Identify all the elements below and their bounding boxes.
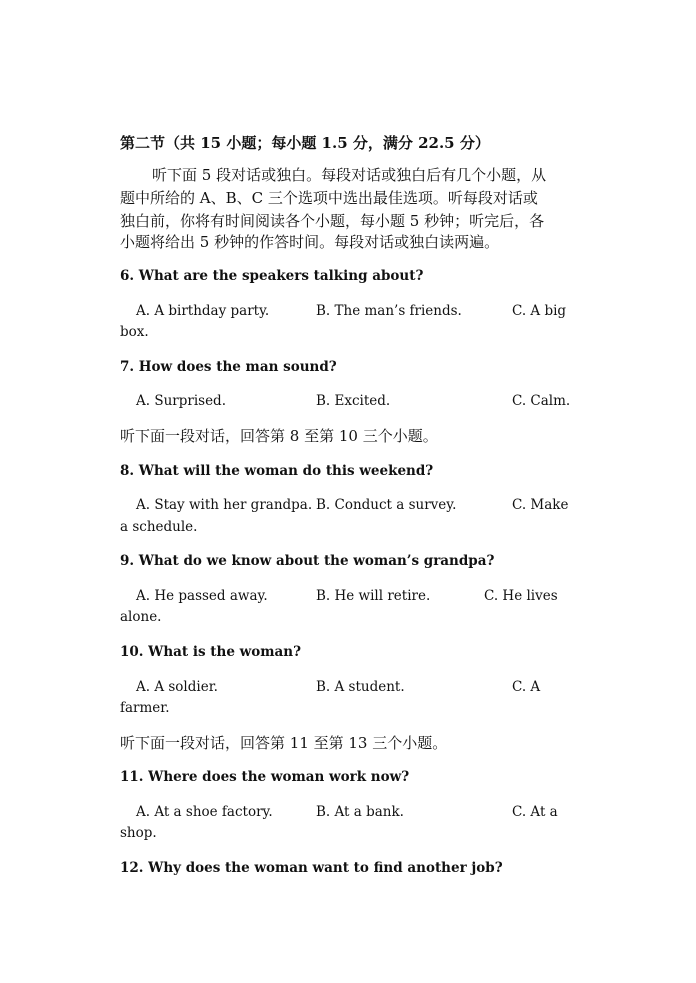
instruction-line: 小题将给出 5 秒钟的作答时间。每段对话或独白读两遍。 <box>120 233 500 251</box>
option-c-wrap: box. <box>120 324 149 340</box>
option-c-wrap: farmer. <box>120 700 170 716</box>
option-a: A. A birthday party. <box>136 303 270 319</box>
option-b: B. Conduct a survey. <box>316 497 457 513</box>
question-10: 10. What is the woman? <box>120 644 301 660</box>
option-b: B. The man’s friends. <box>316 303 462 319</box>
section-title: 第二节（共 15 小题；每小题 1.5 分，满分 22.5 分） <box>120 134 490 152</box>
option-a: A. Stay with her grandpa. <box>136 497 313 513</box>
option-b: B. Excited. <box>316 393 391 409</box>
option-a: A. A soldier. <box>136 679 218 695</box>
question-6: 6. What are the speakers talking about? <box>120 268 424 284</box>
option-c: C. Calm. <box>512 393 571 409</box>
option-a: A. He passed away. <box>136 588 268 604</box>
option-b: B. He will retire. <box>316 588 431 604</box>
option-b: B. A student. <box>316 679 405 695</box>
option-c: C. A big <box>512 303 567 319</box>
question-12: 12. Why does the woman want to find another job? <box>120 860 503 876</box>
option-b: B. At a bank. <box>316 804 404 820</box>
question-7: 7. How does the man sound? <box>120 359 337 375</box>
option-c: C. At a <box>512 804 558 820</box>
instruction-line: 独白前，你将有时间阅读各个小题，每小题 5 秒钟；听完后，各 <box>120 212 545 230</box>
question-9: 9. What do we know about the woman’s grandpa? <box>120 553 495 569</box>
option-c: C. A <box>512 679 541 695</box>
instruction-line: 听下面 5 段对话或独白。每段对话或独白后有几个小题，从 <box>152 166 547 184</box>
instruction-line: 题中所给的 A、B、C 三个选项中选出最佳选项。听每段对话或 <box>120 189 538 207</box>
option-c-wrap: shop. <box>120 825 157 841</box>
option-c: C. Make <box>512 497 569 513</box>
section-note: 听下面一段对话，回答第 11 至第 13 三个小题。 <box>120 734 448 752</box>
option-c: C. He lives <box>484 588 558 604</box>
option-a: A. Surprised. <box>136 393 226 409</box>
question-11: 11. Where does the woman work now? <box>120 769 410 785</box>
question-8: 8. What will the woman do this weekend? <box>120 463 434 479</box>
option-a: A. At a shoe factory. <box>136 804 273 820</box>
option-c-wrap: a schedule. <box>120 519 198 535</box>
section-note: 听下面一段对话，回答第 8 至第 10 三个小题。 <box>120 427 438 445</box>
option-c-wrap: alone. <box>120 609 162 625</box>
